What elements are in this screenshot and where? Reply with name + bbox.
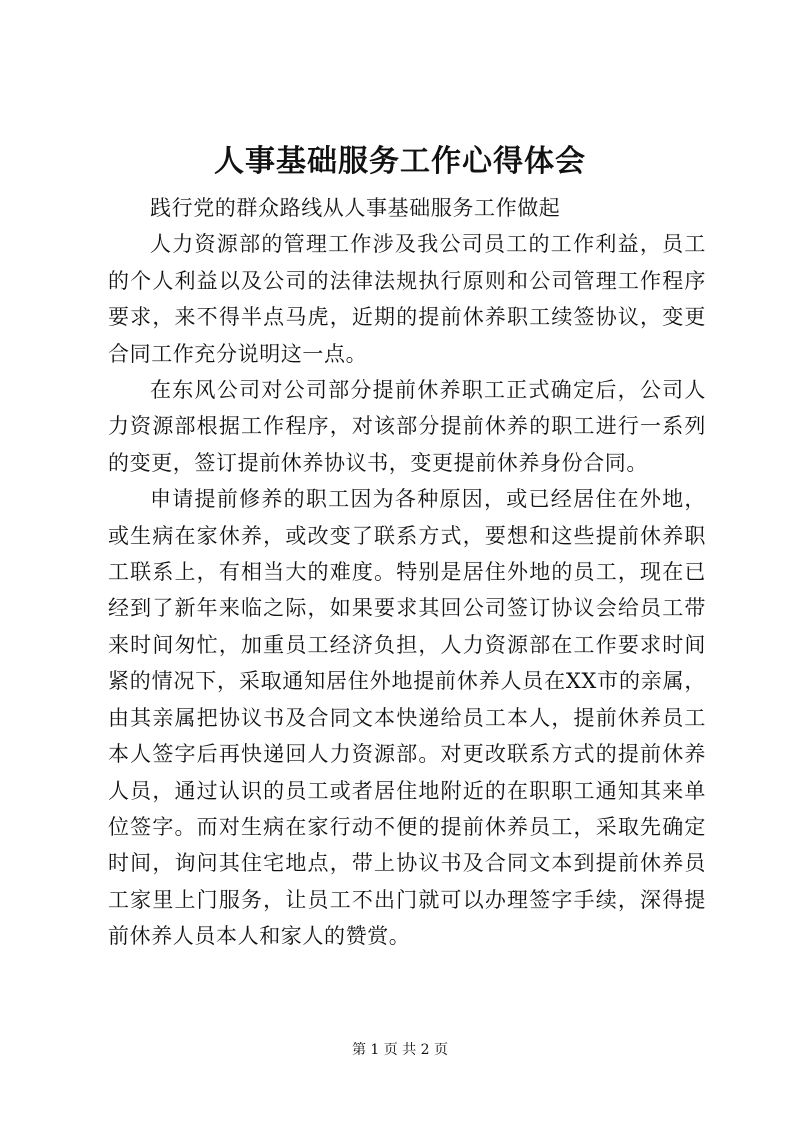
paragraph: 申请提前修养的职工因为各种原因，或已经居住在外地，或生病在家休养，或改变了联系方式，要想和这些提前休养职工联系上，有相当大的难度。特别是居住外地的员工，现在已经到了新年来临之际，如果要求其回公司签订协议会给员工带来时间匆忙，加重员工经济负担，人力资源部在工作要求时间紧的情况下，采取通知居住外地提前休养人员在XX市的亲属，由其亲属把协议书及合同文本快递给员工本人，提前休养员工本人签字后再快递回人力资源部。对更改联系方式的提前休养人员，通过认识的员工或者居住地附近的在职职工通知其来单位签字。而对生病在家行动不便的提前休养员工，采取先确定时间，询问其住宅地点，带上协议书及合同文本到提前休养员工家里上门服务，让员工不出门就可以办理签字手续，深得提前休养人员本人和家人的赞赏。	[108, 487, 706, 949]
paragraph: 在东风公司对公司部分提前休养职工正式确定后，公司人力资源部根据工作程序，对该部分提前休养的职工进行一系列的变更，签订提前休养协议书，变更提前休养身份合同。	[108, 378, 706, 475]
page-number-footer: 第 1 页 共 2 页	[351, 1042, 449, 1058]
paragraph-subtitle: 践行党的群众路线从人事基础服务工作做起	[150, 196, 561, 220]
page-title: 人事基础服务工作心得体会	[214, 144, 586, 179]
document-body	[108, 190, 706, 955]
paragraph: 人力资源部的管理工作涉及我公司员工的工作利益，员工的个人利益以及公司的法律法规执行原则和公司管理工作程序要求，来不得半点马虎，近期的提前休养职工续签协议，变更合同工作充分说明这一点。	[108, 232, 706, 366]
